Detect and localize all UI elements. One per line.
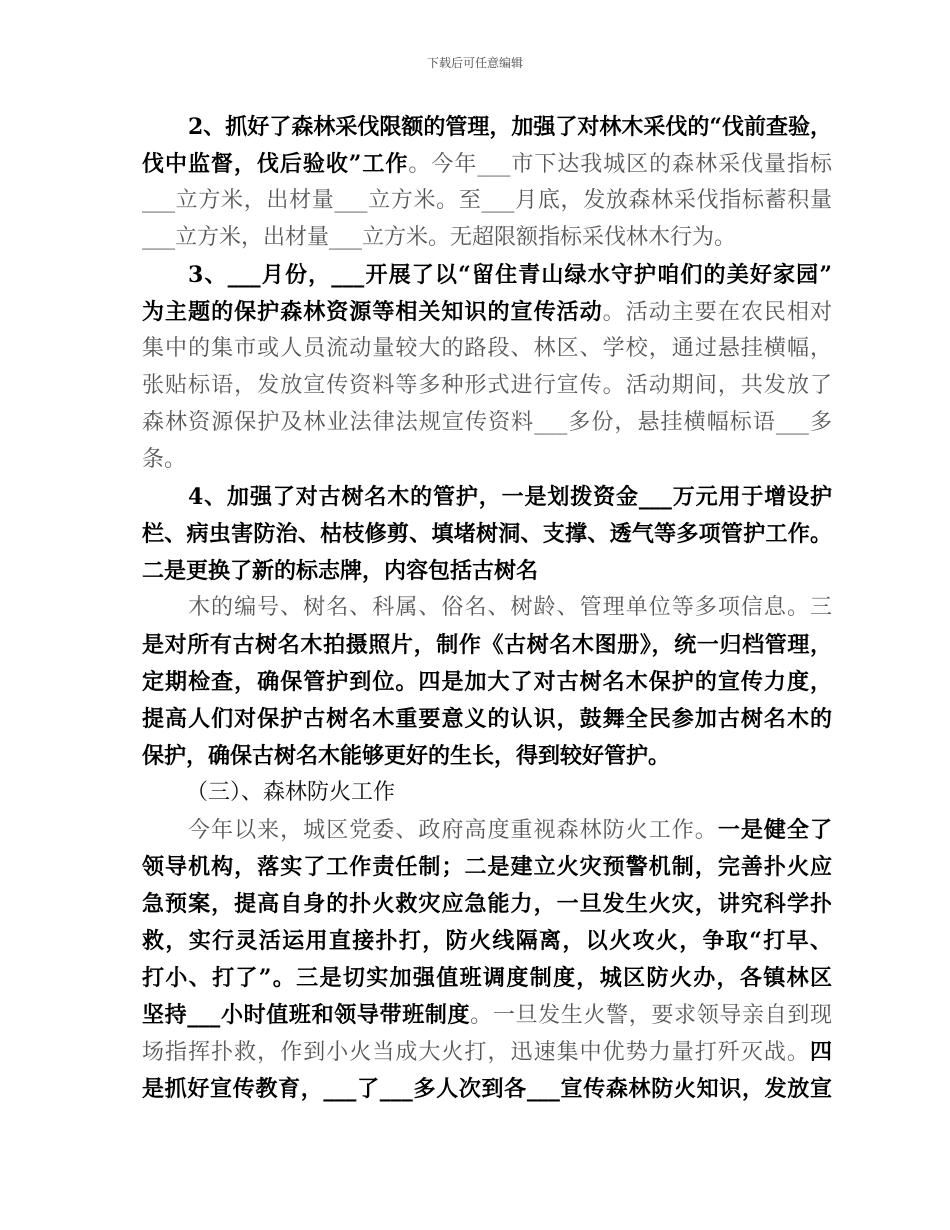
text-line: 坚持___小时值班和领导带班制度。一旦发生火警，要求领导亲自到现 xyxy=(142,1002,832,1028)
text-line: 栏、病虫害防治、枯枝修剪、填堵树洞、支撑、透气等多项管护工作。 xyxy=(142,521,832,547)
text-line: 木的编号、树名、科属、俗名、树龄、管理单位等多项信息。三 xyxy=(188,595,832,620)
section-heading: （三）、森林防火工作 xyxy=(186,780,396,805)
text-line: 张贴标语，发放宣传资料等多种形式进行宣传。活动期间，共发放了 xyxy=(142,373,832,398)
text-line: ___立方米，出材量___立方米。至___月底，发放森林采伐指标蓄积量 xyxy=(142,188,832,213)
text-line: ___立方米，出材量___立方米。无超限额指标采伐林木行为。 xyxy=(142,225,737,250)
text-line: 急预案，提高自身的扑火救灾应急能力，一旦发生火灾，讲究科学扑 xyxy=(142,891,832,917)
text-line: 领导机构，落实了工作责任制；二是建立火灾预警机制，完善扑火应 xyxy=(142,854,832,880)
text-line: 3、___月份，___开展了以“留住青山绿水守护咱们的美好家园” xyxy=(188,262,832,288)
text-line: 伐中监督，伐后验收”工作。今年___市下达我城区的森林采伐量指标 xyxy=(142,151,832,177)
text-line: 场指挥扑救，作到小火当成大火打，迅速集中优势力量打歼灭战。四 xyxy=(142,1039,832,1065)
text-line: 提高人们对保护古树名木重要意义的认识，鼓舞全民参加古树名木的 xyxy=(142,706,832,732)
text-line: 4、加强了对古树名木的管护，一是划拨资金___万元用于增设护 xyxy=(188,484,832,510)
text-line: 集中的集市或人员流动量较大的路段、林区、学校，通过悬挂横幅， xyxy=(142,336,832,361)
text-line: 救，实行灵活运用直接扑打，防火线隔离，以火攻火，争取“打早、 xyxy=(142,928,832,954)
text-line: 打小、打了”。三是切实加强值班调度制度，城区防火办，各镇林区 xyxy=(142,965,832,991)
page-header: 下载后可任意编辑 xyxy=(426,56,523,70)
text-line: 森林资源保护及林业法律法规宣传资料___多份，悬挂横幅标语___多 xyxy=(142,410,832,435)
text-line: 为主题的保护森林资源等相关知识的宣传活动。活动主要在农民相对 xyxy=(142,299,832,325)
text-line: 是抓好宣传教育，___了___多人次到各___宣传森林防火知识，发放宣 xyxy=(142,1076,832,1102)
text-line: 2、抓好了森林采伐限额的管理，加强了对林木采伐的“伐前查验， xyxy=(188,114,832,140)
text-line: 保护，确保古树名木能够更好的生长，得到较好管护。 xyxy=(142,743,671,769)
text-line: 二是更换了新的标志牌，内容包括古树名 xyxy=(142,558,539,584)
text-line: 定期检查，确保管护到位。四是加大了对古树名木保护的宣传力度， xyxy=(142,669,832,695)
text-line: 条。 xyxy=(142,447,187,472)
text-line: 今年以来，城区党委、政府高度重视森林防火工作。一是健全了 xyxy=(188,817,832,843)
text-line: 是对所有古树名木拍摄照片，制作《古树名木图册》，统一归档管理， xyxy=(142,632,832,658)
